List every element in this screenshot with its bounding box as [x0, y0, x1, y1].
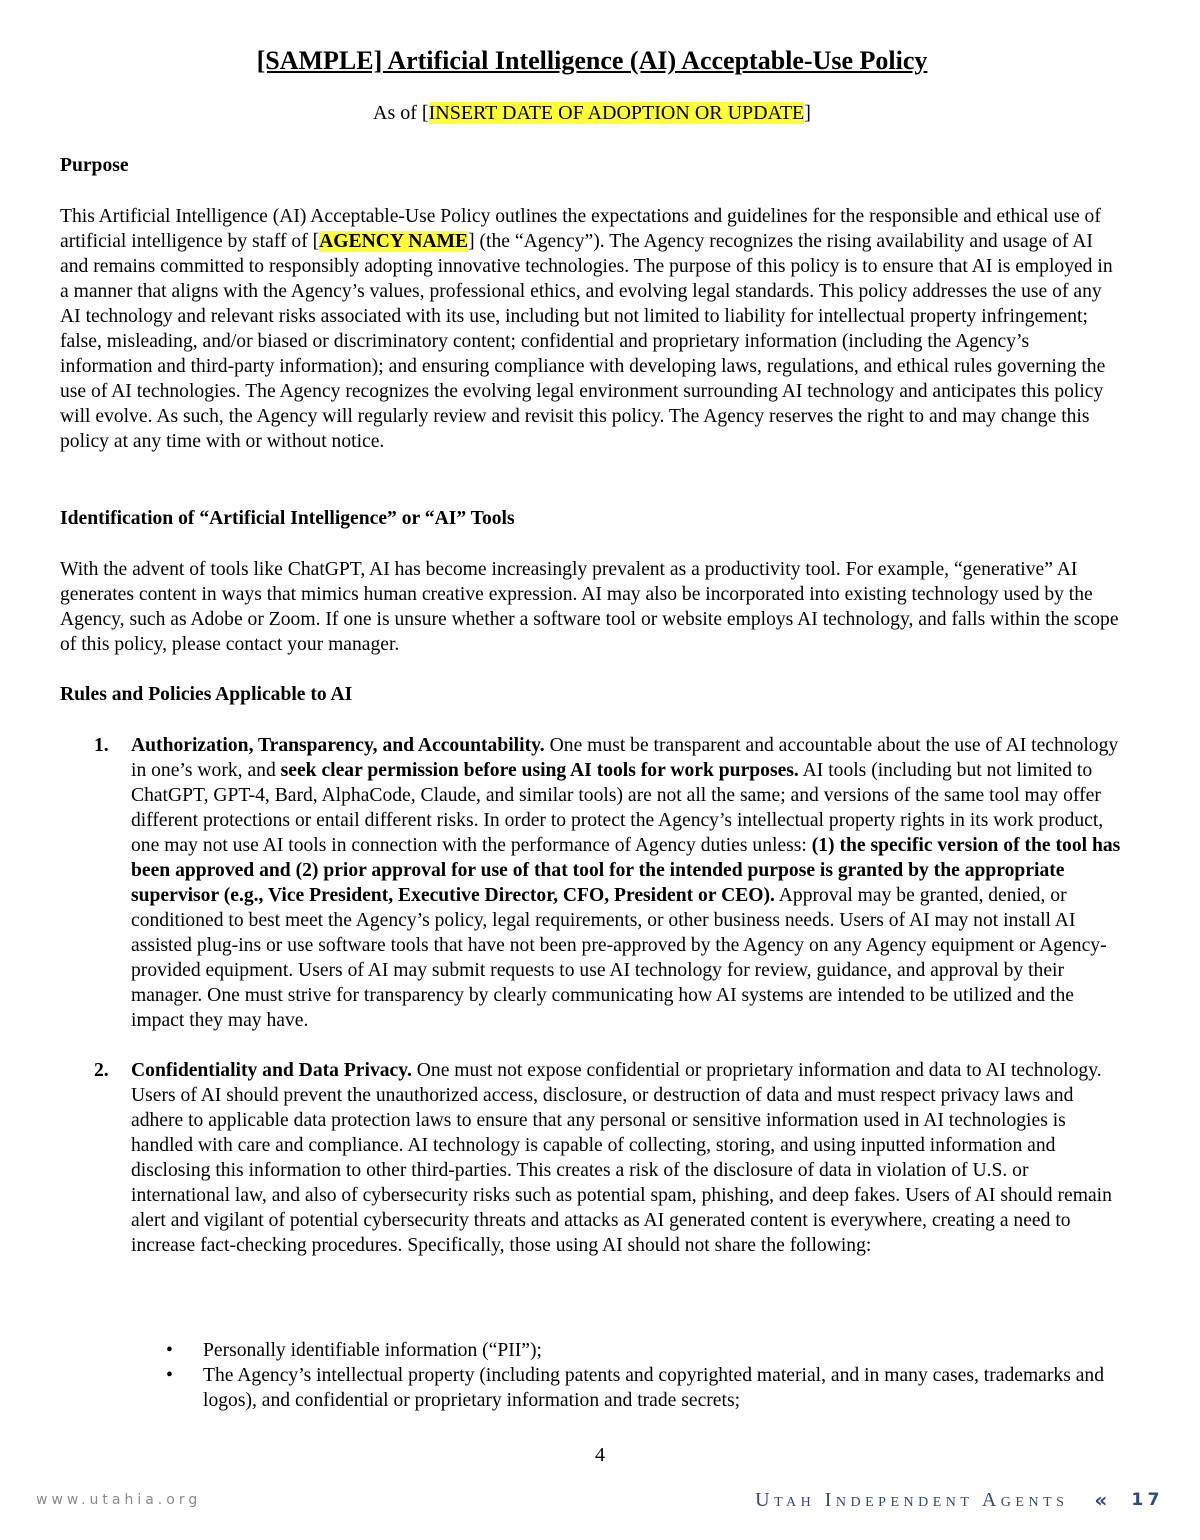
bullet-icon: •: [166, 1340, 173, 1361]
rule-number: 2.: [94, 1060, 109, 1081]
shared-info-bullet-list: [60, 1338, 1124, 1413]
purpose-paragraph: [60, 204, 1124, 454]
rule-item-confidentiality: [60, 1058, 1124, 1258]
bullet-icon: •: [166, 1365, 173, 1386]
footer-website: www.utahia.org: [36, 1492, 202, 1508]
bullet-text: Personally identifiable information (“PII”);: [203, 1340, 542, 1361]
rule-text: Approval may be granted, denied, or conditioned to best meet the Agency’s policy, legal requirements, or other business needs. Users of AI may not install AI assisted plug-ins or use software tools that have not been pre-approved by the Agency on any Agency equipment or Agency-provided equipment. Users of AI may submit requests to use AI technology for review, guidance, and approval by their manager. One must strive for transparency by clearly communicating how AI systems are intended to be utilized and the impact they may have.: [131, 885, 1107, 1031]
document-title: [SAMPLE] Artificial Intelligence (AI) Acceptable-Use Policy: [256, 46, 928, 75]
bullet-item: [60, 1338, 1124, 1363]
as-of-prefix: As of [: [373, 102, 429, 124]
identification-heading: Identification of “Artificial Intelligence” or “AI” Tools: [60, 508, 515, 529]
rule-bold-text: seek clear permission before using AI tools for work purposes.: [280, 760, 799, 781]
purpose-heading: Purpose: [60, 155, 129, 176]
rule-text: One must not expose confidential or proprietary information and data to AI technology. Users of AI should prevent the unauthorized access, disclosure, or destruction of data and must respect privacy laws and adhere to applicable data protection laws to ensure that any personal or sensitive information used in AI technologies is handled with care and compliance. AI technology is capable of collecting, storing, and using inputted information and disclosing this information to other third-parties. This creates a risk of the disclosure of data in violation of U.S. or international law, and also of cybersecurity risks such as potential spam, phishing, and deep fakes. Users of AI should remain alert and vigilant of potential cybersecurity threats and attacks as AI generated content is everywhere, creating a need to increase fact-checking procedures. Specifically, those using AI should not share the following:: [131, 1060, 1112, 1256]
rule-bold-text: (1) the specific version of the tool has been approved and (2) prior approval for use of that tool for the intended purpose is granted by the appropriate supervisor (e.g., Vice President, Executive Director, CFO, President or CEO).: [131, 835, 1121, 906]
as-of-suffix: ]: [804, 102, 811, 124]
agency-name-highlight: AGENCY NAME: [319, 231, 469, 252]
rule-title: Authorization, Transparency, and Accountability.: [131, 735, 545, 756]
bullet-text: The Agency’s intellectual property (including patents and copyrighted material, and in many cases, trademarks and logos), and confidential or proprietary information and trade secrets;: [203, 1365, 1105, 1411]
footer-page-number: 17: [1131, 1490, 1164, 1510]
rule-text: One must be transparent and accountable about the use of AI technology in one’s work, and: [131, 735, 1119, 781]
bullet-item: [60, 1363, 1124, 1413]
rule-title: Confidentiality and Data Privacy.: [131, 1060, 412, 1081]
double-chevron-left-icon: «: [1094, 1488, 1106, 1512]
date-placeholder-highlight: INSERT DATE OF ADOPTION OR UPDATE: [428, 102, 805, 124]
rule-number: 1.: [94, 735, 109, 756]
purpose-text-b: ] (the “Agency”). The Agency recognizes the rising availability and usage of AI and remains committed to responsibly adopting innovative technologies. The purpose of this policy is to ensure that AI is employed in a manner that aligns with the Agency’s values, professional ethics, and evolving legal standards. This policy addresses the use of any AI technology and relevant risks associated with its use, including but not limited to liability for intellectual property infringement; false, misleading, and/or biased or discriminatory content; confidential and proprietary information (including the Agency’s information and third-party information); and ensuring compliance with developing laws, regulations, and ethical rules governing the use of AI technologies. The Agency recognizes the evolving legal environment surrounding AI technology and anticipates this policy will evolve. As such, the Agency will regularly review and revisit this policy. The Agency reserves the right to and may change this policy at any time with or without notice.: [60, 231, 1113, 452]
identification-paragraph: With the advent of tools like ChatGPT, AI has become increasingly prevalent as a productivity tool. For example, “generative” AI generates content in ways that mimics human creative expression. AI may also be incorporated into existing technology used by the Agency, such as Adobe or Zoom. If one is unsure whether a software tool or website employs AI technology, and falls within the scope of this policy, please contact your manager.: [60, 559, 1119, 655]
as-of-line: [60, 102, 1124, 125]
rule-text: AI tools (including but not limited to ChatGPT, GPT-4, Bard, AlphaCode, Claude, and similar tools) are not all the same; and versions of the same tool may offer different protections or entail different risks. In order to protect the Agency’s intellectual property rights in its work product, one may not use AI tools in connection with the performance of Agency duties unless:: [131, 760, 1104, 856]
rules-heading: Rules and Policies Applicable to AI: [60, 684, 353, 705]
footer-brand-name: Utah Independent Agents: [755, 1488, 1069, 1511]
footer-brand-block: [755, 1488, 1164, 1512]
page-number: 4: [595, 1444, 605, 1466]
purpose-text-a: This Artificial Intelligence (AI) Acceptable-Use Policy outlines the expectations and guidelines for the responsible and ethical use of artificial intelligence by staff of [: [60, 206, 1101, 252]
rules-list: [60, 733, 1124, 1258]
rule-item-authorization: [60, 733, 1124, 1033]
